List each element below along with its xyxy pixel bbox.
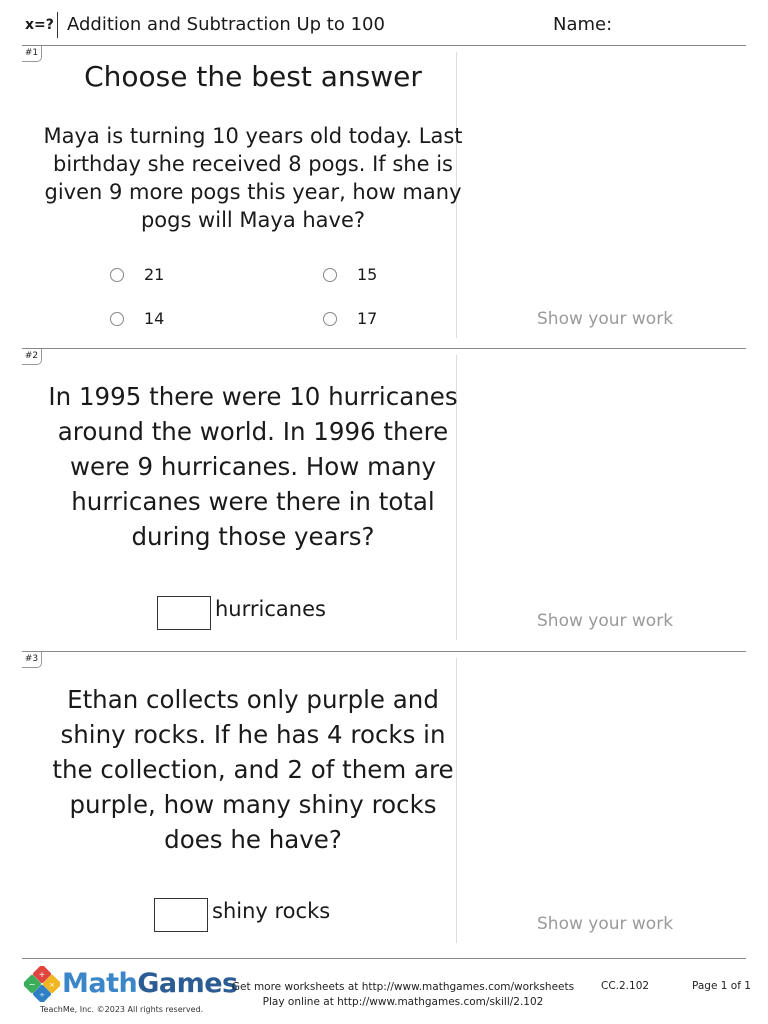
question-line: were 9 hurricanes. How many bbox=[69, 452, 437, 481]
show-work-label: Show your work bbox=[537, 309, 674, 329]
brand-math: Math bbox=[62, 968, 138, 999]
question-line: pogs will Maya have? bbox=[140, 208, 366, 232]
question-number: #3 bbox=[22, 652, 42, 668]
worksheet-title: Addition and Subtraction Up to 100 bbox=[67, 14, 385, 35]
question-line: does he have? bbox=[164, 825, 342, 854]
brand-name bbox=[62, 968, 238, 999]
option-label: 14 bbox=[144, 309, 165, 328]
worksheets-link[interactable]: Get more worksheets at http://www.mathgames.com/worksheets bbox=[231, 981, 575, 993]
answer-input[interactable] bbox=[157, 596, 211, 630]
svg-text:÷: ÷ bbox=[39, 991, 45, 999]
answer-input[interactable] bbox=[154, 898, 208, 932]
answer-unit: hurricanes bbox=[215, 597, 326, 621]
question-line: Maya is turning 10 years old today. Last bbox=[43, 124, 463, 148]
question-number: #1 bbox=[22, 46, 42, 62]
answer-option[interactable] bbox=[110, 265, 164, 284]
option-label: 15 bbox=[357, 265, 378, 284]
question-text bbox=[40, 122, 466, 234]
question-line: shiny rocks. If he has 4 rocks in bbox=[60, 720, 446, 749]
option-label: 17 bbox=[357, 309, 378, 328]
question-line: hurricanes were there in total bbox=[71, 487, 435, 516]
question-line: In 1995 there were 10 hurricanes bbox=[48, 382, 458, 411]
radio-button[interactable] bbox=[323, 312, 337, 326]
name-label: Name: bbox=[553, 14, 613, 35]
question-separator bbox=[22, 348, 746, 349]
brand-games: Games bbox=[137, 968, 238, 999]
question-heading: Choose the best answer bbox=[84, 60, 422, 93]
question-line: during those years? bbox=[131, 522, 375, 551]
radio-button[interactable] bbox=[110, 312, 124, 326]
header-rule bbox=[22, 45, 746, 46]
copyright: TeachMe, Inc. ©2023 All rights reserved. bbox=[40, 1005, 204, 1014]
option-label: 21 bbox=[144, 265, 165, 284]
footer-links bbox=[222, 980, 584, 1010]
question-line: given 9 more pogs this year, how many bbox=[44, 180, 462, 204]
show-work-label: Show your work bbox=[537, 914, 674, 934]
question-line: purple, how many shiny rocks bbox=[69, 790, 437, 819]
radio-button[interactable] bbox=[110, 268, 124, 282]
svg-text:+: + bbox=[38, 970, 46, 979]
play-online-link[interactable]: Play online at http://www.mathgames.com/skill/2.102 bbox=[262, 996, 544, 1008]
show-work-label: Show your work bbox=[537, 611, 674, 631]
worksheet-badge: x=? bbox=[25, 17, 54, 33]
question-line: the collection, and 2 of them are bbox=[52, 755, 454, 784]
question-number: #2 bbox=[22, 349, 42, 365]
answer-unit: shiny rocks bbox=[212, 899, 331, 923]
question-text bbox=[40, 379, 466, 554]
svg-text:−: − bbox=[28, 980, 36, 989]
mathgames-logo-icon bbox=[24, 966, 60, 1002]
question-line: around the world. In 1996 there bbox=[57, 417, 449, 446]
footer-rule bbox=[22, 958, 746, 959]
svg-text:×: × bbox=[49, 981, 55, 989]
question-line: Ethan collects only purple and bbox=[67, 685, 439, 714]
page-number: Page 1 of 1 bbox=[692, 980, 751, 992]
skill-code: CC.2.102 bbox=[601, 980, 650, 992]
header-separator bbox=[57, 12, 58, 38]
question-separator bbox=[22, 651, 746, 652]
answer-option[interactable] bbox=[323, 265, 377, 284]
answer-option[interactable] bbox=[323, 309, 377, 328]
radio-button[interactable] bbox=[323, 268, 337, 282]
answer-option[interactable] bbox=[110, 309, 164, 328]
question-text bbox=[40, 682, 466, 857]
question-line: birthday she received 8 pogs. If she is bbox=[53, 152, 453, 176]
